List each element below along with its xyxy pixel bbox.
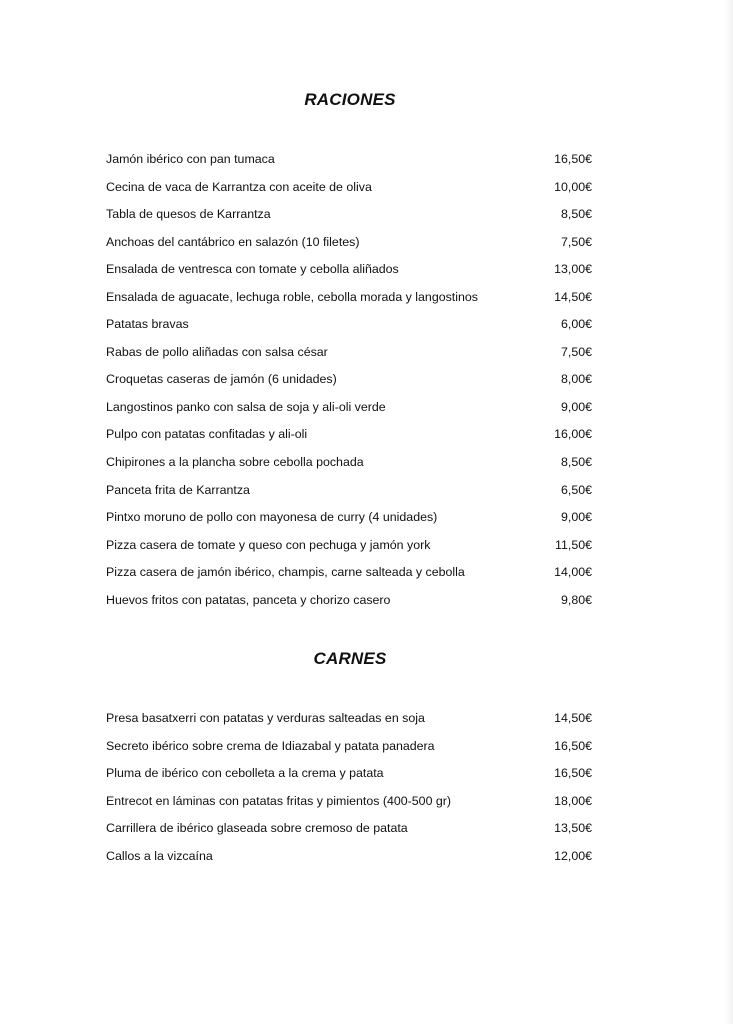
- menu-item: [0, 261, 733, 289]
- item-price: 9,00€: [560, 510, 592, 525]
- menu-item: [0, 509, 733, 537]
- item-price: 10,00€: [554, 179, 592, 194]
- item-name: Pintxo moruno de pollo con mayonesa de curry (4 unidades): [106, 510, 438, 525]
- menu-item: [0, 206, 733, 234]
- item-name: Carrillera de ibérico glaseada sobre cremoso de patata: [106, 821, 408, 836]
- menu-item: [0, 151, 733, 179]
- item-price: 14,50€: [554, 711, 592, 725]
- menu-item: [0, 289, 733, 317]
- item-name: Patatas bravas: [106, 317, 189, 332]
- menu-item: [0, 179, 733, 207]
- menu-item: [0, 426, 733, 454]
- item-price: 14,50€: [554, 289, 592, 304]
- item-price: 13,50€: [554, 821, 592, 836]
- item-name: Rabas de pollo aliñadas con salsa césar: [106, 344, 328, 359]
- item-name: Pizza casera de jamón ibérico, champis, carne salteada y cebolla: [106, 565, 465, 580]
- item-price: 7,50€: [560, 234, 592, 249]
- item-name: Croquetas caseras de jamón (6 unidades): [106, 372, 337, 387]
- menu-item: [0, 738, 733, 766]
- item-price: 11,50€: [555, 537, 592, 552]
- item-name: Pulpo con patatas confitadas y ali-oli: [106, 427, 308, 442]
- item-name: Ensalada de ventresca con tomate y cebolla aliñados: [106, 262, 399, 277]
- menu-item: [0, 316, 733, 344]
- item-name: Jamón ibérico con pan tumaca: [106, 152, 275, 166]
- section-title: RACIONES: [304, 90, 396, 109]
- item-name: Anchoas del cantábrico en salazón (10 filetes): [106, 234, 360, 249]
- item-price: 8,50€: [560, 207, 592, 222]
- menu-item: [0, 564, 733, 592]
- item-name: Ensalada de aguacate, lechuga roble, cebolla morada y langostinos: [106, 289, 478, 304]
- menu-item: [0, 344, 733, 372]
- item-price: 6,50€: [560, 482, 592, 497]
- item-price: 16,00€: [554, 427, 592, 442]
- menu-item: [0, 482, 733, 510]
- item-list: [0, 151, 733, 619]
- item-name: Chipirones a la plancha sobre cebolla pochada: [106, 455, 364, 470]
- item-price: 7,50€: [560, 344, 592, 359]
- menu-item: [0, 234, 733, 262]
- item-name: Tabla de quesos de Karrantza: [106, 207, 271, 222]
- item-price: 13,00€: [554, 262, 592, 277]
- menu-item: [0, 793, 733, 821]
- menu-item: [0, 399, 733, 427]
- menu-item: [0, 592, 733, 620]
- menu-item: [0, 537, 733, 565]
- item-price: 9,00€: [560, 399, 592, 414]
- item-price: 18,00€: [554, 793, 592, 808]
- menu-item: [0, 848, 733, 876]
- item-price: 16,50€: [554, 766, 592, 781]
- item-price: 8,00€: [560, 372, 592, 387]
- item-price: 6,00€: [560, 317, 592, 332]
- menu-item: [0, 765, 733, 793]
- item-price: 16,50€: [554, 152, 592, 166]
- menu-item: [0, 820, 733, 848]
- item-name: Entrecot en láminas con patatas fritas y pimientos (400-500 gr): [106, 793, 452, 808]
- item-name: Langostinos panko con salsa de soja y ali-oli verde: [106, 399, 386, 414]
- item-name: Secreto ibérico sobre crema de Idiazabal y patata panadera: [106, 738, 435, 753]
- item-name: Pluma de ibérico con cebolleta a la crema y patata: [106, 766, 384, 781]
- item-name: Presa basatxerri con patatas y verduras salteadas en soja: [106, 711, 425, 725]
- item-list: [0, 710, 733, 875]
- item-price: 12,00€: [554, 848, 592, 863]
- item-price: 14,00€: [554, 565, 592, 580]
- menu-item: [0, 710, 733, 738]
- item-name: Pizza casera de tomate y queso con pechuga y jamón york: [106, 537, 431, 552]
- section-title: CARNES: [313, 649, 387, 668]
- menu-item: [0, 454, 733, 482]
- item-price: 8,50€: [560, 455, 592, 470]
- item-price: 9,80€: [560, 592, 592, 607]
- item-price: 16,50€: [554, 738, 592, 753]
- item-name: Callos a la vizcaína: [106, 848, 213, 863]
- menu-item: [0, 371, 733, 399]
- item-name: Panceta frita de Karrantza: [106, 482, 250, 497]
- item-name: Huevos fritos con patatas, panceta y chorizo casero: [106, 592, 391, 607]
- item-name: Cecina de vaca de Karrantza con aceite de oliva: [106, 179, 372, 194]
